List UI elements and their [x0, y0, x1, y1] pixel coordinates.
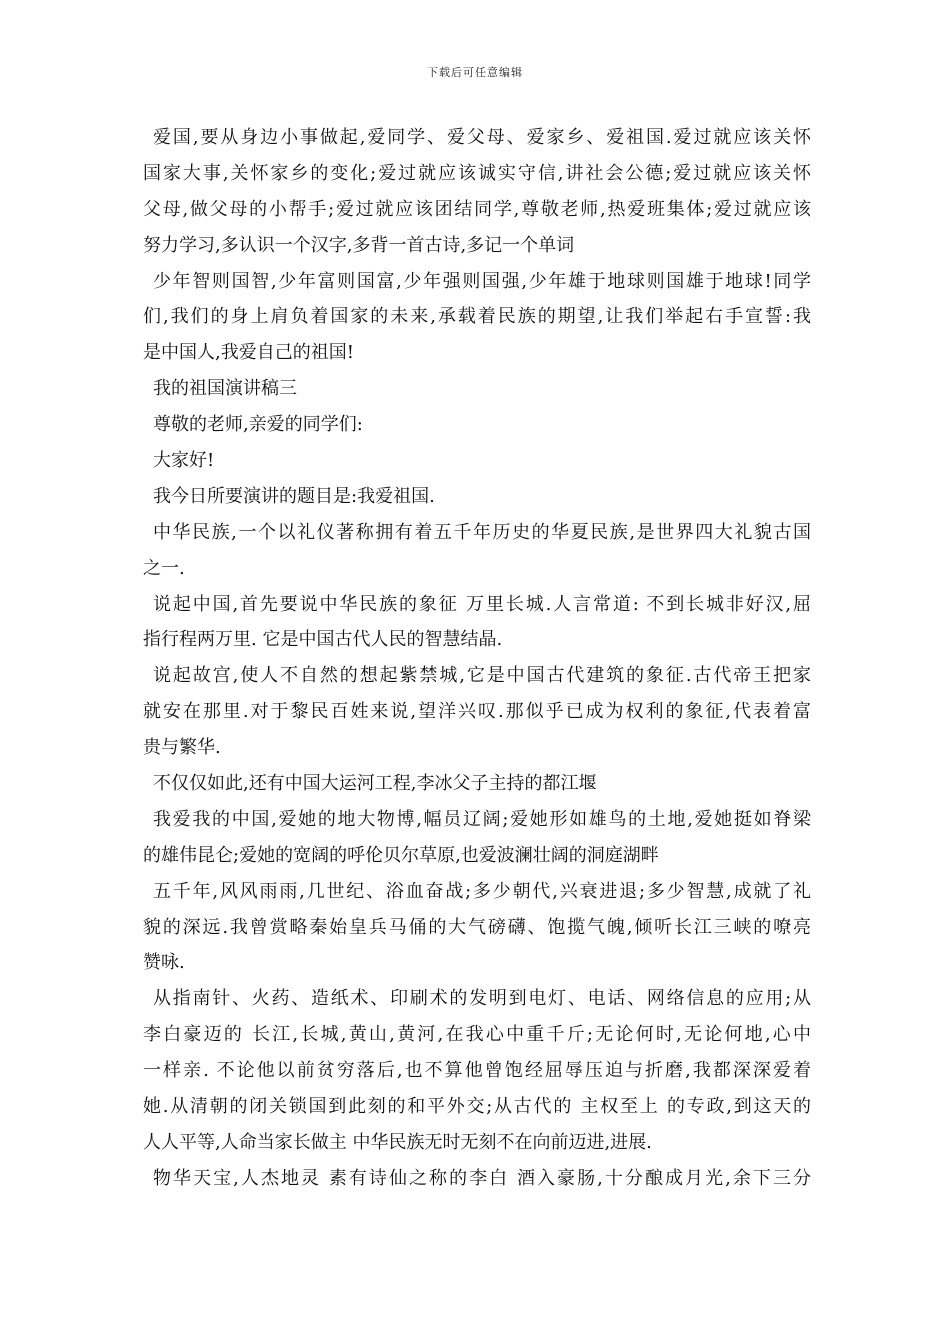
text-line: 赞咏.: [143, 952, 185, 974]
text-line: 人人平等,人命当家长做主 中华民族无时无刻不在向前迈进,进展.: [143, 1131, 652, 1153]
text-line: 贵与繁华.: [143, 737, 221, 759]
text-line: 努力学习,多认识一个汉字,多背一首古诗,多记一个单词: [143, 234, 575, 256]
text-line: 大家好!: [153, 450, 215, 472]
text-line: 父母,做父母的小帮手;爱过就应该团结同学,尊敬老师,热爱班集体;爱过就应该: [143, 198, 811, 220]
text-line: 说起故宫,使人不自然的想起紫禁城,它是中国古代建筑的象征.古代帝王把家: [153, 665, 811, 687]
text-line: 指行程两万里. 它是中国古代人民的智慧结晶.: [143, 629, 503, 651]
text-line: 一样亲. 不论他以前贫穷落后,也不算他曾饱经屈辱压迫与折磨,我都深深爱着: [143, 1060, 811, 1082]
text-line: 国家大事,关怀家乡的变化;爱过就应该诚实守信,讲社会公德;爱过就应该关怀: [143, 162, 811, 184]
text-line: 物华天宝,人杰地灵 素有诗仙之称的李白 酒入豪肠,十分酿成月光,余下三分: [153, 1167, 811, 1189]
text-line: 的雄伟昆仑;爱她的宽阔的呼伦贝尔草原,也爱波澜壮阔的洞庭湖畔: [143, 844, 659, 866]
text-line: 尊敬的老师,亲爱的同学们:: [153, 414, 363, 436]
text-line: 少年智则国智,少年富则国富,少年强则国强,少年雄于地球则国雄于地球!同学: [153, 270, 811, 292]
text-line: 我爱我的中国,爱她的地大物博,幅员辽阔;爱她形如雄鸟的土地,爱她挺如脊梁: [153, 808, 811, 830]
document-body: [143, 120, 811, 1197]
text-line: 是中国人,我爱自己的祖国!: [143, 342, 354, 364]
text-line: 就安在那里.对于黎民百姓来说,望洋兴叹.那似乎已成为权利的象征,代表着富: [143, 701, 811, 723]
text-line: 不仅仅如此,还有中国大运河工程,李冰父子主持的都江堰: [153, 773, 597, 795]
text-line: 之一.: [143, 557, 185, 579]
text-line: 从指南针、火药、造纸术、印刷术的发明到电灯、电话、网络信息的应用;从: [153, 988, 811, 1010]
text-line: 我的祖国演讲稿三: [153, 378, 297, 400]
text-line: 中华民族,一个以礼仪著称拥有着五千年历史的华夏民族,是世界四大礼貌古国: [153, 521, 811, 543]
page-header: 下载后可任意编辑: [427, 66, 523, 79]
text-line: 她.从清朝的闭关锁国到此刻的和平外交;从古代的 主权至上 的专政,到这天的: [143, 1096, 811, 1118]
text-line: 李白豪迈的 长江,长城,黄山,黄河,在我心中重千斤;无论何时,无论何地,心中: [143, 1024, 811, 1046]
text-line: 貌的深远.我曾赏略秦始皇兵马俑的大气磅礴、饱揽气魄,倾听长江三峡的嘹亮: [143, 916, 811, 938]
text-line: 们,我们的身上肩负着国家的未来,承载着民族的期望,让我们举起右手宣誓:我: [143, 306, 811, 328]
text-line: 说起中国,首先要说中华民族的象征 万里长城.人言常道: 不到长城非好汉,屈: [153, 593, 811, 615]
text-line: 五千年,风风雨雨,几世纪、浴血奋战;多少朝代,兴衰进退;多少智慧,成就了礼: [153, 880, 811, 902]
text-line: 我今日所要演讲的题目是:我爱祖国.: [153, 485, 435, 507]
text-line: 爱国,要从身边小事做起,爱同学、爱父母、爱家乡、爱祖国.爱过就应该关怀: [153, 127, 811, 148]
